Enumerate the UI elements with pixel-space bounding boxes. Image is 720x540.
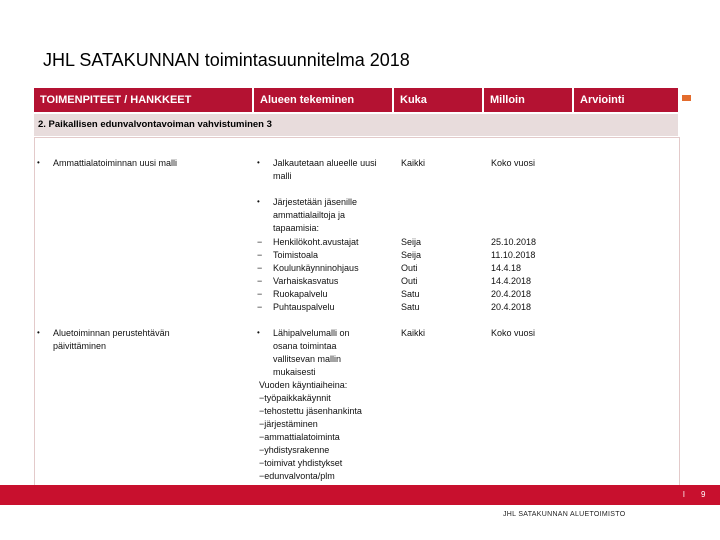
accent-square bbox=[682, 95, 691, 101]
bullet-icon: • bbox=[37, 328, 40, 337]
header-label: Alueen tekeminen bbox=[260, 94, 355, 106]
subitem-text: Puhtauspalvelu bbox=[273, 302, 335, 312]
work-text: Lähipalvelumalli on osana toimintaa vallitsevan mallin mukaisesti bbox=[273, 328, 350, 377]
header-label: Kuka bbox=[400, 94, 427, 106]
dash-icon: − bbox=[257, 250, 263, 260]
accent-bar bbox=[0, 485, 720, 505]
when-text: Koko vuosi bbox=[491, 158, 536, 168]
when-text: 14.4.2018 bbox=[491, 276, 532, 286]
who-text: Satu bbox=[401, 289, 420, 299]
work-text: Jalkautetaan alueelle uusi malli bbox=[273, 158, 377, 181]
when-text: 20.4.2018 bbox=[491, 302, 532, 312]
when-text: 20.4.2018 bbox=[491, 289, 532, 299]
who-text: Outi bbox=[401, 263, 418, 273]
when-text: 25.10.2018 bbox=[491, 237, 537, 247]
header-col-work bbox=[254, 88, 392, 112]
subitem-text: Ruokapalvelu bbox=[273, 289, 328, 299]
section-label: 2. Paikallisen edunvalvontavoiman vahvistuminen 3 bbox=[38, 119, 272, 130]
who-text: Seija bbox=[401, 250, 422, 260]
header-col-who bbox=[394, 88, 482, 112]
subitem-text: Henkilökoht.avustajat bbox=[273, 237, 359, 247]
bullet-icon: • bbox=[257, 328, 260, 337]
who-text: Outi bbox=[401, 276, 418, 286]
header-label: Arviointi bbox=[580, 94, 625, 106]
dash-icon: − bbox=[257, 276, 263, 286]
section-row bbox=[34, 114, 678, 136]
plan-table bbox=[34, 137, 680, 488]
who-text: Kaikki bbox=[401, 158, 426, 168]
when-text: 11.10.2018 bbox=[491, 250, 536, 260]
header-label: TOIMENPITEET / HANKKEET bbox=[40, 94, 192, 106]
who-text: Seija bbox=[401, 237, 422, 247]
page-number: 9 bbox=[701, 490, 706, 499]
action-text: Ammattialatoiminnan uusi malli bbox=[53, 158, 178, 168]
dash-icon: − bbox=[257, 302, 263, 312]
subitem-text: Koulunkäynninohjaus bbox=[273, 263, 359, 273]
work-text: Järjestetään jäsenille ammattialailtoja ja tapaamisia: bbox=[273, 197, 358, 233]
header-col-when bbox=[484, 88, 572, 112]
subitem-text: Varhaiskasvatus bbox=[273, 276, 339, 286]
subitem-text: Toimistoala bbox=[273, 250, 319, 260]
page-mark: l bbox=[683, 490, 685, 499]
page-title: JHL SATAKUNNAN toimintasuunnitelma 2018 bbox=[43, 50, 410, 70]
header-label: Milloin bbox=[490, 94, 525, 106]
bullet-icon: • bbox=[257, 197, 260, 206]
who-text: Satu bbox=[401, 302, 420, 312]
when-text: Koko vuosi bbox=[491, 328, 536, 338]
who-text: Kaikki bbox=[401, 328, 426, 338]
action-text: Aluetoiminnan perustehtävän päivittäminen bbox=[53, 328, 170, 351]
when-text: 14.4.18 bbox=[491, 263, 522, 273]
header-col-actions bbox=[34, 88, 252, 112]
work-extra-text: Vuoden käyntiaiheina: −työpaikkakäynnit −tehostettu jäsenhankinta −järjestäminen −ammattialatoiminta −yhdistysrakenne −toimivat yhdistykset −edunvalvonta/plm bbox=[259, 380, 362, 481]
header-col-evaluation bbox=[574, 88, 678, 112]
bullet-icon: • bbox=[37, 158, 40, 167]
footer-text: JHL SATAKUNNAN ALUETOIMISTO bbox=[503, 511, 626, 518]
dash-icon: − bbox=[257, 263, 263, 273]
bullet-icon: • bbox=[257, 158, 260, 167]
dash-icon: − bbox=[257, 237, 263, 247]
dash-icon: − bbox=[257, 289, 263, 299]
